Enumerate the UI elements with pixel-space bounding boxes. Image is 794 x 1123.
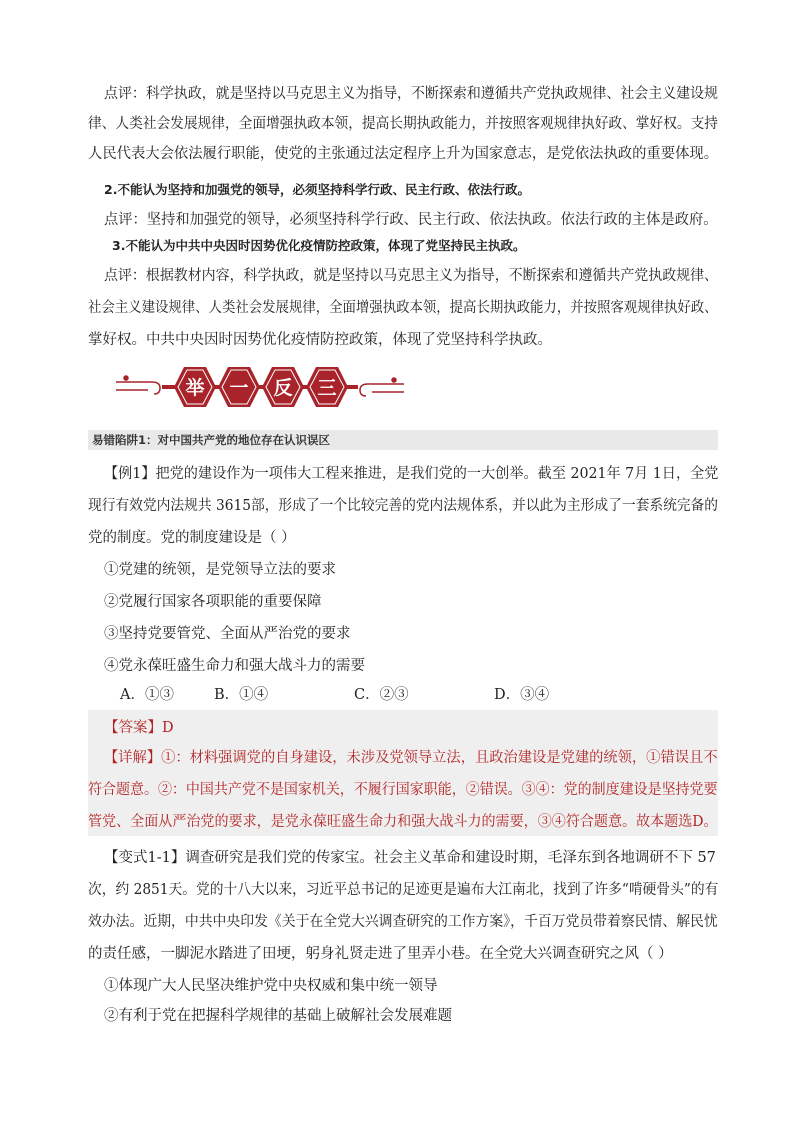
- list-item: ①体现广大人民坚决维护党中央权威和集中统一领导: [104, 978, 438, 994]
- text-line: 效办法。近期，中共中央印发《关于在全党大兴调查研究的工作方案》，千百万党员带着察民情、解民忧: [88, 914, 718, 930]
- banner-char-3: 反: [273, 377, 293, 399]
- text-line: 的责任感，一脚泥水踏进了田埂，躬身礼贤走进了里弄小巷。在全党大兴调查研究之风（ ）: [88, 946, 673, 962]
- banner-char-1: 举: [185, 377, 205, 399]
- list-item: ②党履行国家各项职能的重要保障: [104, 594, 322, 610]
- text-line: 点评：根据教材内容，科学执政，就是坚持以马克思主义为指导，不断探索和遵循共产党执政规律、: [104, 268, 719, 284]
- option-a: A．①③: [120, 687, 174, 703]
- option-b: B．①④: [214, 687, 269, 703]
- text-line: 【变式1-1】调查研究是我们党的传家宝。社会主义革命和建设时期，毛泽东到各地调研不下 57: [104, 850, 716, 866]
- banner-char-2: 一: [229, 377, 249, 399]
- text-line: 社会主义建设规律、人类社会发展规律，全面增强执政本领，提高长期执政能力，并按照客观规律执好政、: [88, 300, 718, 316]
- text-line: 次，约 2851天。党的十八大以来，习近平总书记的足迹更是遍布大江南北，找到了许多“啃硬骨头”的有: [88, 882, 719, 898]
- text-line: 【例1】把党的建设作为一项伟大工程来推进，是我们党的一大创举。截至 2021年 7月 1日，全党: [104, 466, 719, 482]
- list-item: ②有利于党在把握科学规律的基础上破解社会发展难题: [104, 1008, 452, 1024]
- text-line: 点评：科学执政，就是坚持以马克思主义为指导，不断探索和遵循共产党执政规律、社会主义建设规: [104, 86, 719, 102]
- option-d: D．③④: [494, 687, 550, 703]
- banner-char-4: 三: [317, 377, 337, 399]
- option-c: C．②③: [354, 687, 409, 703]
- section-banner: [112, 358, 408, 416]
- right-swirl-decoration: [360, 378, 404, 396]
- text-line: 人民代表大会依法履行职能，使党的主张通过法定程序上升为国家意志，是党依法执政的重要体现。: [88, 146, 719, 162]
- point-heading-3: 3.不能认为中共中央因时因势优化疫情防控政策，体现了党坚持民主执政。: [112, 238, 526, 253]
- list-item: ①党建的统领，是党领导立法的要求: [104, 562, 336, 578]
- list-item: ④党永葆旺盛生命力和强大战斗力的需要: [104, 658, 365, 674]
- point-heading-2: 2.不能认为坚持和加强党的领导，必须坚持科学行政、民主行政、依法行政。: [104, 182, 530, 197]
- text-line: 现行有效党内法规共 3615部，形成了一个比较完善的党内法规体系，并以此为主形成了一套系统完备的: [88, 498, 719, 514]
- comment-paragraph-2: 点评：坚持和加强党的领导，必须坚持科学行政、民主行政、依法执政。依法行政的主体是政府。: [104, 212, 718, 228]
- list-item: ③坚持党要管党、全面从严治党的要求: [104, 626, 351, 642]
- answer-label: 【答案】D: [104, 720, 174, 736]
- text-line: 律、人类社会发展规律，全面增强执政本领，提高长期执政能力，并按照客观规律执好政、掌好权。支持: [88, 116, 718, 132]
- left-swirl-decoration: [116, 376, 160, 394]
- answer-detail-line: 符合题意。②：中国共产党不是国家机关，不履行国家职能，②错误。③④：党的制度建设是坚持党要: [88, 782, 718, 798]
- answer-detail-line: 管党、全面从严治党的要求，是党永葆旺盛生命力和强大战斗力的需要，③④符合题意。故本题选D。: [88, 814, 718, 830]
- answer-detail-line: 【详解】①：材料强调党的自身建设，未涉及党领导立法，且政治建设是党建的统领，①错误且不: [104, 750, 718, 766]
- trap-heading: 易错陷阱1：对中国共产党的地位存在认识误区: [88, 430, 718, 450]
- text-line: 党的制度。党的制度建设是（ ）: [88, 530, 296, 546]
- text-line: 掌好权。中共中央因时因势优化疫情防控政策，体现了党坚持科学执政。: [88, 332, 552, 348]
